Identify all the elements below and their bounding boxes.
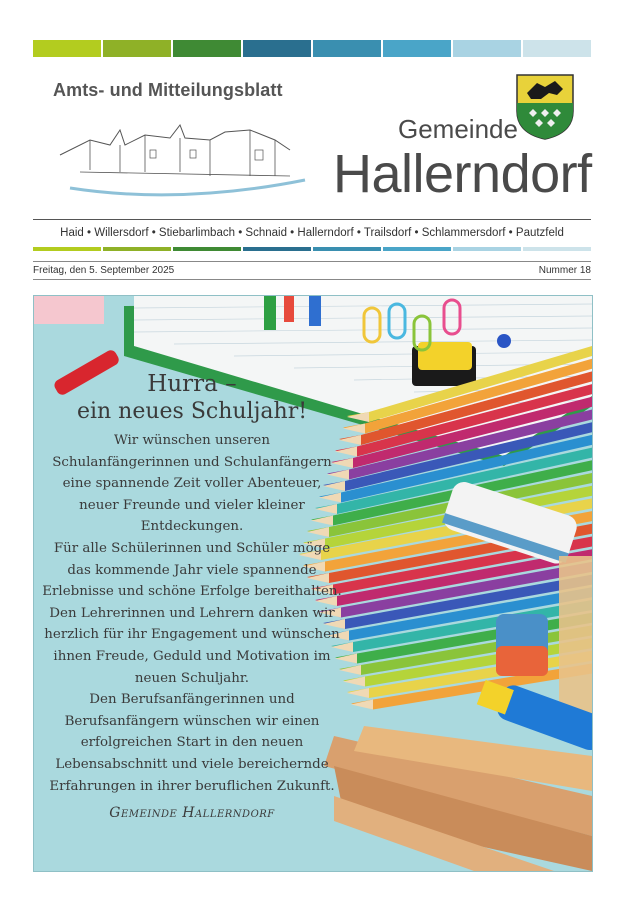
color-segment — [453, 247, 521, 251]
color-segment — [173, 247, 241, 251]
color-segment — [173, 40, 241, 57]
color-segment — [313, 247, 381, 251]
dateline-top-rule — [33, 261, 591, 262]
cover-body-text: Wir wünschen unseren Schulanfängerinnen und Schulanfängern eine spannende Zeit voller Abenteuer, neuer Freunde und vieler kleiner Entdeckungen. Für alle Schülerinnen und Schüler möge das kommende Jahr viele spannende Erlebnisse und schöne Erfolge bereithalten. Den Lehrerinnen und Lehrern danken wir herzlich für ihr Engagement und wünschen ihnen Freude, Geduld und Motivation im neuen Schuljahr. Den Berufsanfängerinnen und Berufsanfängern wünschen wir einen erfolgreichen Start in den neuen Lebensabschnitt und viele bereichernde Erfahrungen in ihrer beruflichen Zukunft. — [42, 433, 342, 794]
cover-greeting — [42, 371, 342, 821]
municipality-name: Hallerndorf — [333, 144, 592, 204]
color-segment — [453, 40, 521, 57]
dateline-bottom-rule — [33, 279, 591, 280]
pencil-tip — [343, 424, 365, 434]
header-divider — [33, 219, 591, 220]
coat-of-arms-icon — [515, 73, 575, 141]
pencil-tip — [343, 677, 365, 687]
wooden-pencils — [324, 726, 592, 871]
color-segment — [313, 40, 381, 57]
issue-date: Freitag, den 5. September 2025 — [33, 265, 175, 276]
issue-number: Nummer 18 — [538, 265, 591, 276]
cover-photo — [33, 295, 593, 872]
color-segment — [523, 247, 591, 251]
municipality-prefix: Gemeinde — [398, 114, 518, 144]
villages-color-bar — [33, 247, 591, 251]
cover-headline-line1: Hurra – — [147, 371, 237, 397]
color-segment — [103, 247, 171, 251]
color-segment — [243, 40, 311, 57]
color-segment — [33, 247, 101, 251]
publication-title: Amts- und Mitteilungsblatt — [53, 80, 283, 100]
color-segment — [383, 40, 451, 57]
cover-headline-line2: ein neues Schuljahr! — [76, 399, 308, 424]
color-segment — [243, 247, 311, 251]
color-segment — [103, 40, 171, 57]
pencil-tip — [339, 665, 361, 675]
color-segment — [33, 40, 101, 57]
villages-list: Haid • Willersdorf • Stiebarlimbach • Schnaid • Hallerndorf • Trailsdorf • Schlammersdorf • Pautzfeld — [60, 227, 564, 239]
cover-signature: Gemeinde Hallerndorf — [109, 805, 275, 822]
village-sketch-illustration — [50, 110, 310, 200]
color-segment — [383, 247, 451, 251]
pencil-tip — [347, 688, 369, 698]
header-color-bar — [33, 40, 591, 57]
pencil-tip — [339, 435, 361, 445]
color-segment — [523, 40, 591, 57]
pencil-tip — [351, 700, 373, 710]
